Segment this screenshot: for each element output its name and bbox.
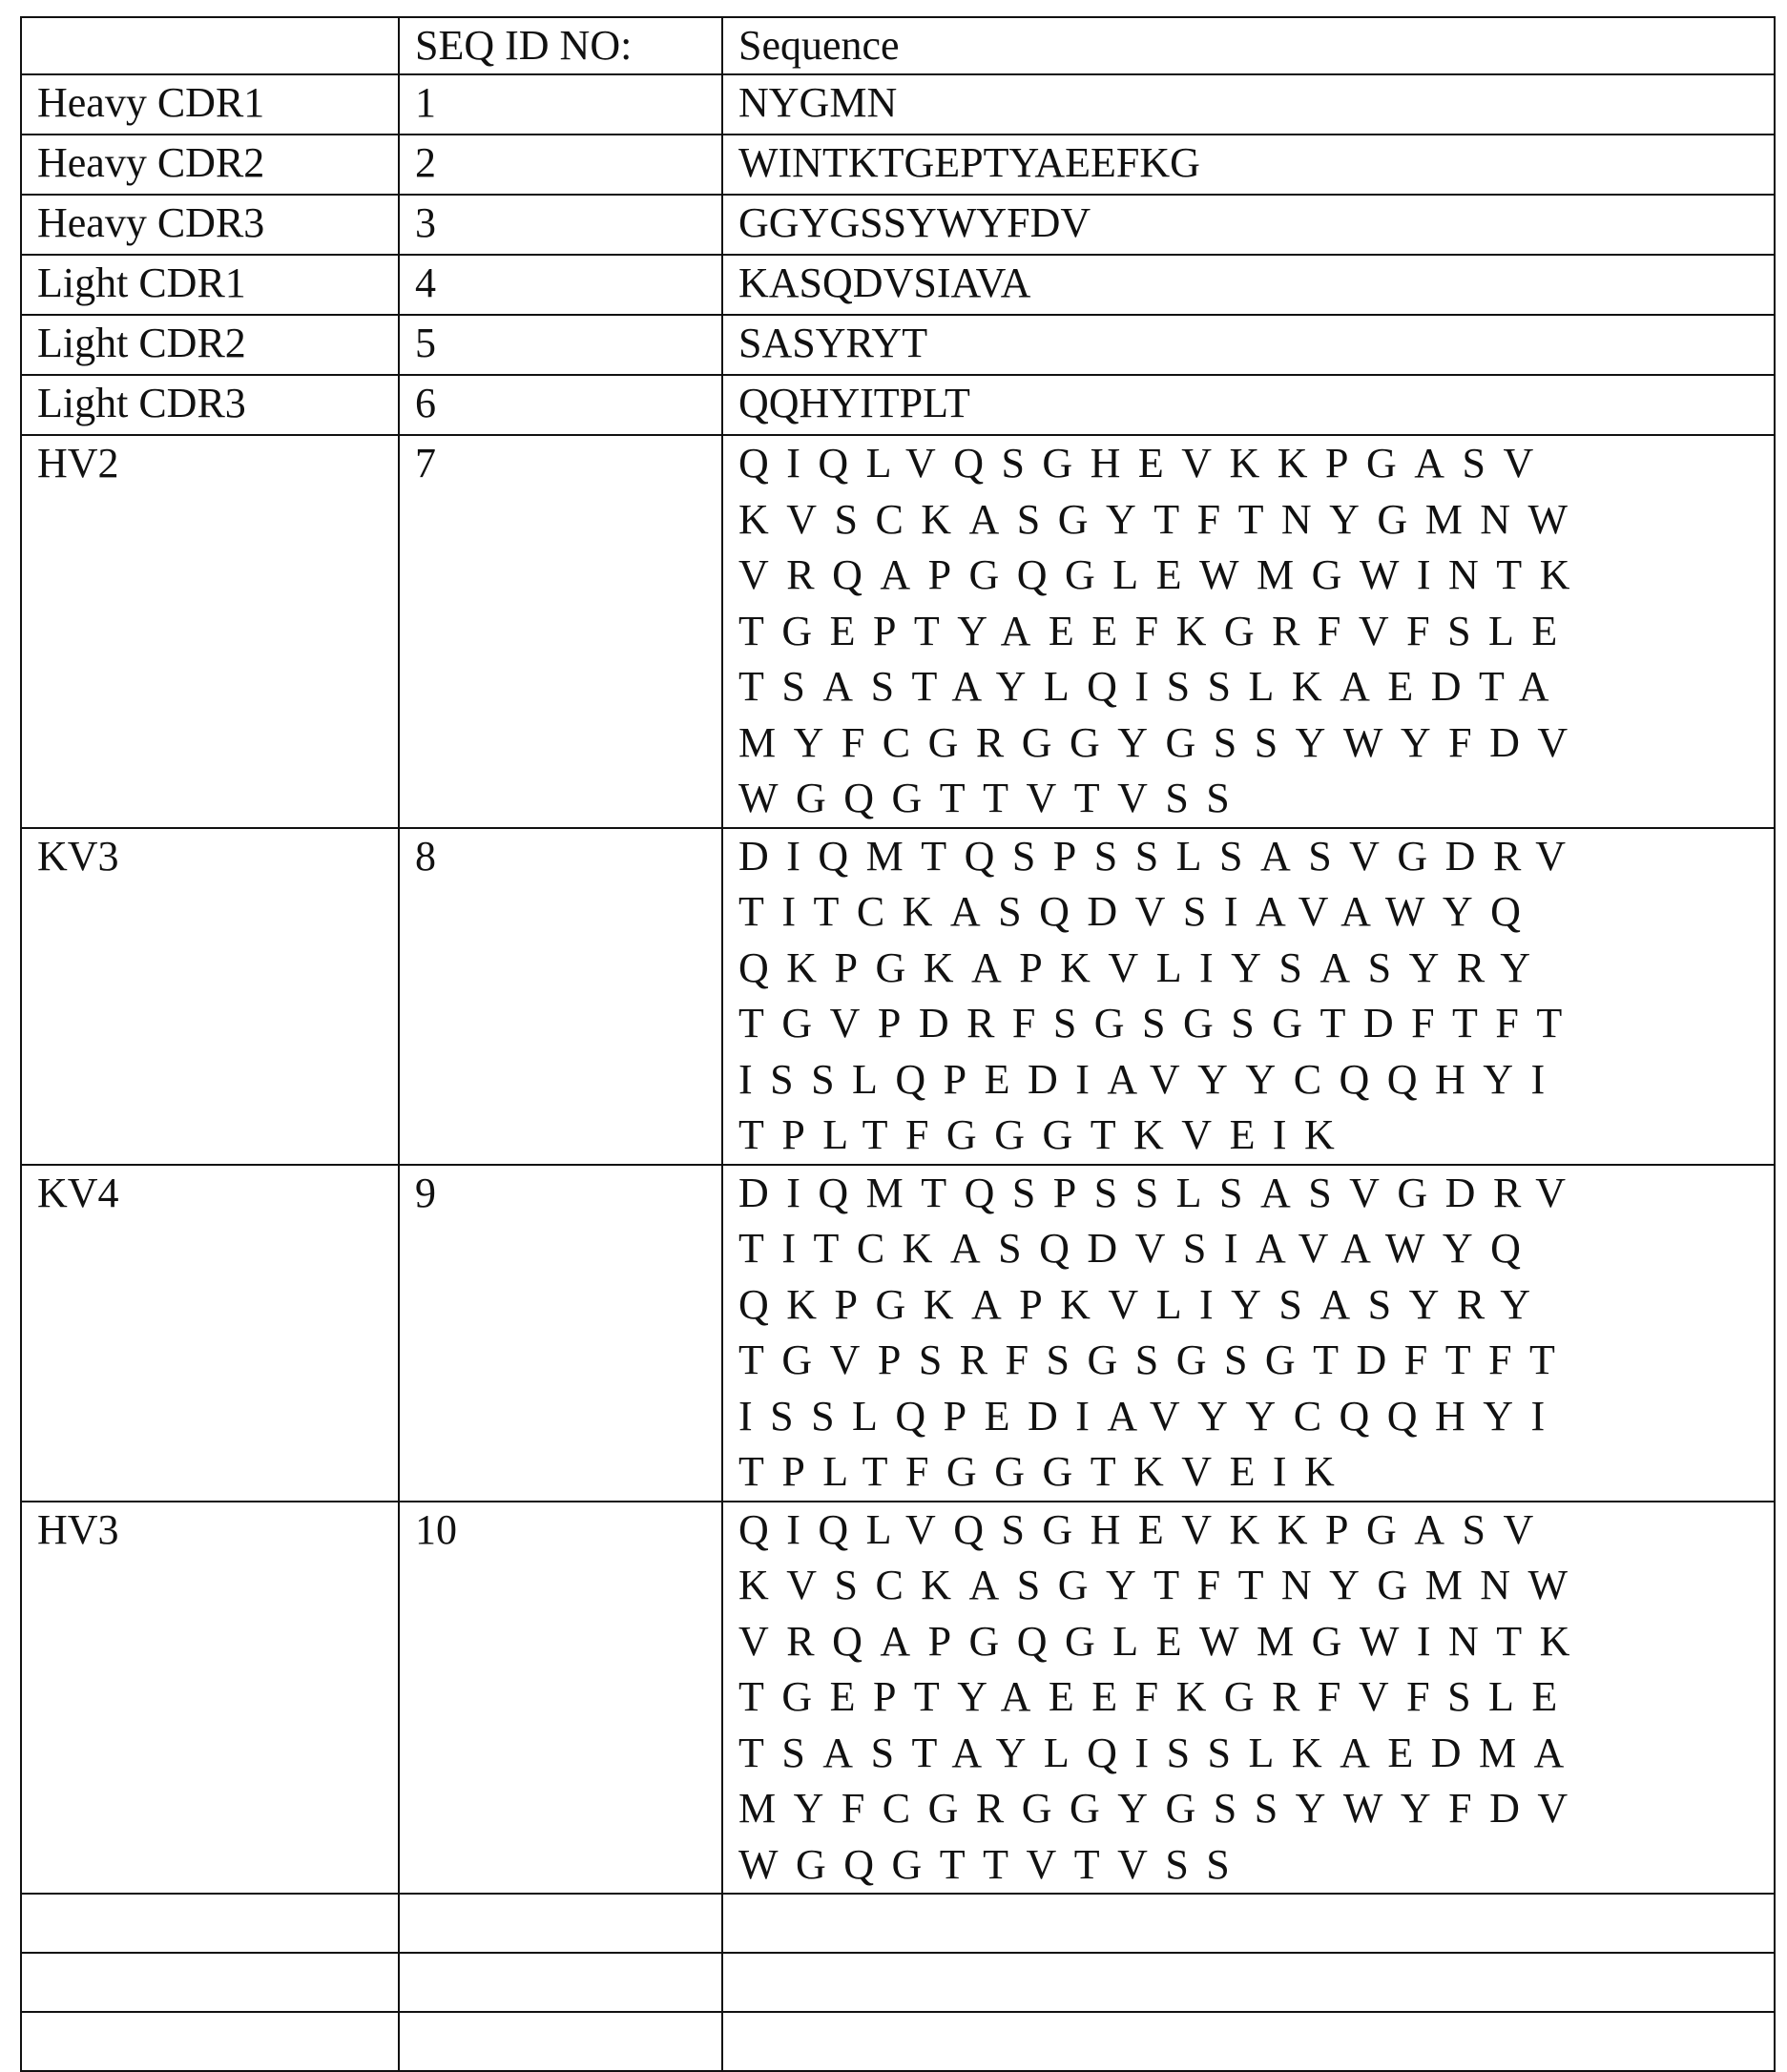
empty-row	[21, 1894, 1775, 1953]
sequence-line: MYFCGRGGYGSSYWYFDV	[738, 1785, 1586, 1832]
table-row	[21, 195, 1775, 255]
sequence-line: QIQLVQSGHEVKKPGASV	[738, 440, 1551, 487]
row-name: Light CDR3	[21, 375, 399, 435]
row-seq-id: 3	[399, 195, 722, 255]
empty-cell	[21, 1953, 399, 2012]
sequence-line: TPLTFGGGTKVEIK	[738, 1111, 1353, 1158]
empty-row	[21, 1953, 1775, 2012]
sequence-line: TGVPSRFSGSGSGTDFTFT	[738, 1336, 1573, 1383]
table-row	[21, 1165, 1775, 1502]
row-seq-id: 1	[399, 74, 722, 135]
row-seq-id: 2	[399, 135, 722, 195]
row-sequence	[722, 1502, 1775, 1895]
row-name: KV4	[21, 1165, 399, 1502]
sequence-line: TGEPTYAEEFKGRFVFSLE	[738, 1673, 1575, 1720]
table-row	[21, 315, 1775, 375]
sequence-line: ISSLQPEDIAVYYCQQHYI	[738, 1392, 1563, 1440]
row-seq-id: 6	[399, 375, 722, 435]
row-seq-id: 7	[399, 435, 722, 828]
sequence-line: VRQAPGQGLEWMGWINTK	[738, 1617, 1588, 1665]
row-seq-id: 5	[399, 315, 722, 375]
row-sequence: QQHYITPLT	[722, 375, 1775, 435]
header-name	[21, 17, 399, 74]
row-sequence: GGYGSSYWYFDV	[722, 195, 1775, 255]
row-seq-id: 4	[399, 255, 722, 315]
row-name: Light CDR1	[21, 255, 399, 315]
table-row	[21, 1502, 1775, 1895]
table-row	[21, 255, 1775, 315]
sequence-line: DIQMTQSPSSLSASVGDRV	[738, 1169, 1584, 1216]
row-name: Heavy CDR1	[21, 74, 399, 135]
header-sequence: Sequence	[722, 17, 1775, 74]
row-seq-id: 8	[399, 828, 722, 1165]
sequence-line: TSASTAYLQISSLKAEDTA	[738, 663, 1568, 710]
sequence-line: KVSCKASGYTFTNYGMNW	[738, 1562, 1586, 1608]
empty-cell	[21, 2012, 399, 2071]
row-sequence	[722, 1165, 1775, 1502]
empty-cell	[399, 1894, 722, 1953]
row-seq-id: 10	[399, 1502, 722, 1895]
table-row	[21, 375, 1775, 435]
empty-cell	[399, 2012, 722, 2071]
sequence-line: MYFCGRGGYGSSYWYFDV	[738, 718, 1586, 766]
sequence-line: WGQGTTVTVSS	[738, 1840, 1248, 1888]
empty-cell	[722, 1953, 1775, 2012]
sequence-table	[20, 16, 1776, 2072]
row-sequence: KASQDVSIAVA	[722, 255, 1775, 315]
row-name: Light CDR2	[21, 315, 399, 375]
empty-cell	[21, 1894, 399, 1953]
sequence-line: TITCKASQDVSIAVAWYQ	[738, 1225, 1539, 1272]
sequence-line: QIQLVQSGHEVKKPGASV	[738, 1505, 1551, 1553]
table-row	[21, 74, 1775, 135]
row-sequence: SASYRYT	[722, 315, 1775, 375]
sequence-line: VRQAPGQGLEWMGWINTK	[738, 551, 1588, 598]
sequence-line: QKPGKAPKVLIYSASYRY	[738, 943, 1548, 991]
table-row	[21, 828, 1775, 1165]
sequence-line: TPLTFGGGTKVEIK	[738, 1448, 1353, 1495]
row-seq-id: 9	[399, 1165, 722, 1502]
sequence-line: WGQGTTVTVSS	[738, 775, 1248, 821]
row-sequence: WINTKTGEPTYAEEFKG	[722, 135, 1775, 195]
row-sequence	[722, 828, 1775, 1165]
row-name: Heavy CDR3	[21, 195, 399, 255]
table-row	[21, 435, 1775, 828]
row-name: KV3	[21, 828, 399, 1165]
sequence-line: TGEPTYAEEFKGRFVFSLE	[738, 607, 1575, 654]
row-name: HV2	[21, 435, 399, 828]
sequence-line: DIQMTQSPSSLSASVGDRV	[738, 832, 1584, 880]
header-seq-id: SEQ ID NO:	[399, 17, 722, 74]
header-row	[21, 17, 1775, 74]
sequence-line: KVSCKASGYTFTNYGMNW	[738, 495, 1586, 543]
sequence-line: QKPGKAPKVLIYSASYRY	[738, 1280, 1548, 1328]
empty-cell	[399, 1953, 722, 2012]
empty-cell	[722, 2012, 1775, 2071]
empty-cell	[722, 1894, 1775, 1953]
table-row	[21, 135, 1775, 195]
sequence-line: TGVPDRFSGSGSGTDFTFT	[738, 1000, 1580, 1046]
sequence-line: ISSLQPEDIAVYYCQQHYI	[738, 1055, 1563, 1103]
sequence-line: TITCKASQDVSIAVAWYQ	[738, 888, 1539, 935]
row-name: Heavy CDR2	[21, 135, 399, 195]
sequence-line: TSASTAYLQISSLKAEDMA	[738, 1729, 1582, 1776]
row-sequence: NYGMN	[722, 74, 1775, 135]
row-sequence	[722, 435, 1775, 828]
row-name: HV3	[21, 1502, 399, 1895]
empty-row	[21, 2012, 1775, 2071]
